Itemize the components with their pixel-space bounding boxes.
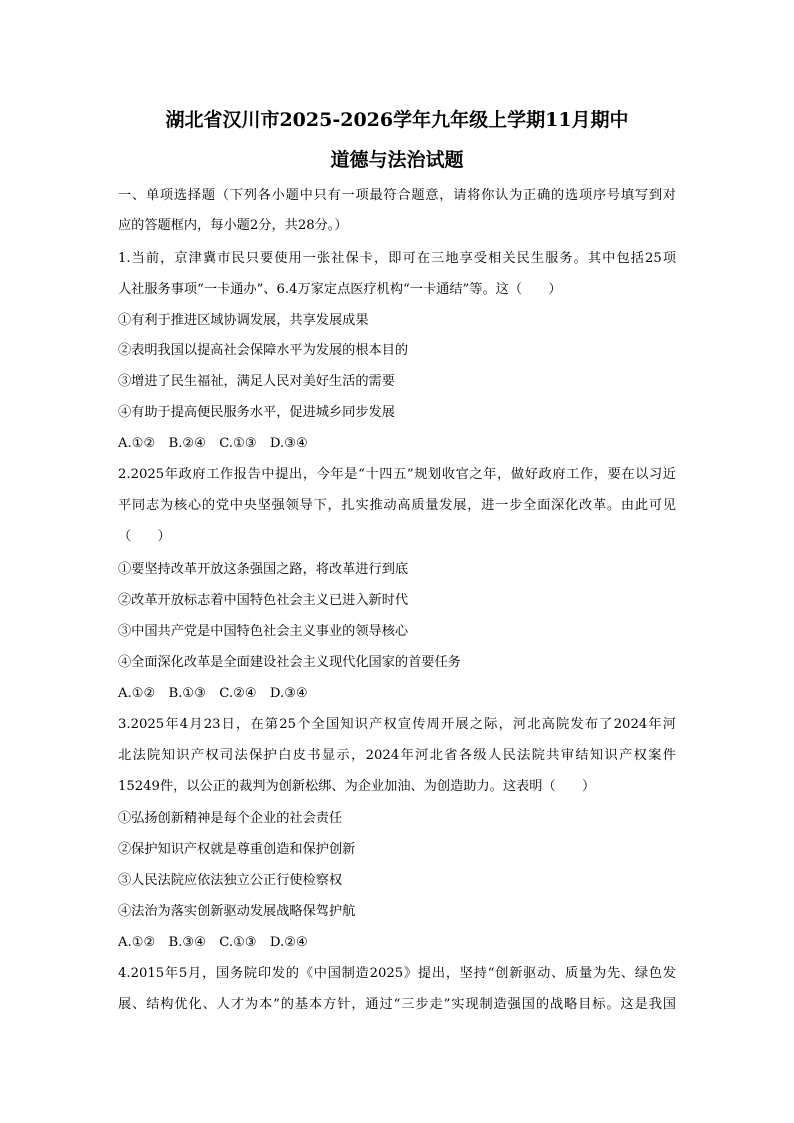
question-1-option-2: ②表明我国以提高社会保障水平为发展的根本目的 <box>118 343 409 358</box>
question-3-option-3: ③人民法院应依法独立公正行使检察权 <box>118 873 343 888</box>
question-1-option-3: ③增进了民生福祉，满足人民对美好生活的需要 <box>118 374 395 389</box>
question-2-stem-line-3: （ ） <box>118 529 171 544</box>
question-2-option-3: ③中国共产党是中国特色社会主义事业的领导核心 <box>118 624 409 639</box>
question-1-choices: A.①② B.②④ C.①③ D.③④ <box>118 436 308 451</box>
question-1-stem-line-2: 人社服务事项“一卡通办”、6.4万家定点医疗机构“一卡通结”等。这（ ） <box>118 282 562 297</box>
question-4-stem-line-1: 4.2015年5月，国务院印发的《中国制造2025》提出，坚持“创新驱动、质量为先、绿色发 <box>118 966 676 981</box>
section-instructions-line-1: 一、单项选择题（下列各小题中只有一项最符合题意，请将你认为正确的选项序号填写到对 <box>118 188 676 203</box>
question-2-option-1: ①要坚持改革开放这条强国之路，将改革进行到底 <box>118 562 409 577</box>
exam-subtitle: 道德与法治试题 <box>330 149 464 171</box>
question-3-choices: A.①② B.③④ C.①③ D.②④ <box>118 935 308 950</box>
question-1-option-1: ①有利于推进区域协调发展，共享发展成果 <box>118 313 369 328</box>
question-2-stem-line-1: 2.2025年政府工作报告中提出，今年是“十四五”规划收官之年，做好政府工作，要在以习近 <box>118 467 676 482</box>
exam-title: 湖北省汉川市2025-2026学年九年级上学期11月期中 <box>165 109 629 131</box>
question-3-option-2: ②保护知识产权就是尊重创造和保护创新 <box>118 842 356 857</box>
question-1-stem-line-1: 1.当前，京津冀市民只要使用一张社保卡，即可在三地享受相关民生服务。其中包括25项 <box>118 251 676 266</box>
question-3-stem-line-1: 3.2025年4月23日，在第25个全国知识产权宣传周开展之际，河北高院发布了2024年河 <box>118 717 676 732</box>
question-2-choices: A.①② B.①③ C.②④ D.③④ <box>118 686 308 701</box>
question-3-option-4: ④法治为落实创新驱动发展战略保驾护航 <box>118 904 356 919</box>
question-3-stem-line-3: 15249件，以公正的裁判为创新松绑、为企业加油、为创造助力。这表明（ ） <box>118 779 596 794</box>
question-2-option-4: ④全面深化改革是全面建设社会主义现代化国家的首要任务 <box>118 655 461 670</box>
question-3-stem-line-2: 北法院知识产权司法保护白皮书显示，2024年河北省各级人民法院共审结知识产权案件 <box>118 748 676 763</box>
section-instructions-line-2: 应的答题框内，每小题2分，共28分。） <box>118 218 348 233</box>
question-2-option-2: ②改革开放标志着中国特色社会主义已进入新时代 <box>118 593 409 608</box>
question-2-stem-line-2: 平同志为核心的党中央坚强领导下，扎实推动高质量发展，进一步全面深化改革。由此可见 <box>118 498 676 513</box>
question-3-option-1: ①弘扬创新精神是每个企业的社会责任 <box>118 811 343 826</box>
question-1-option-4: ④有助于提高便民服务水平，促进城乡同步发展 <box>118 405 395 420</box>
question-4-stem-line-2: 展、结构优化、人才为本”的基本方针，通过“三步走”实现制造强国的战略目标。这是我国 <box>118 997 676 1012</box>
